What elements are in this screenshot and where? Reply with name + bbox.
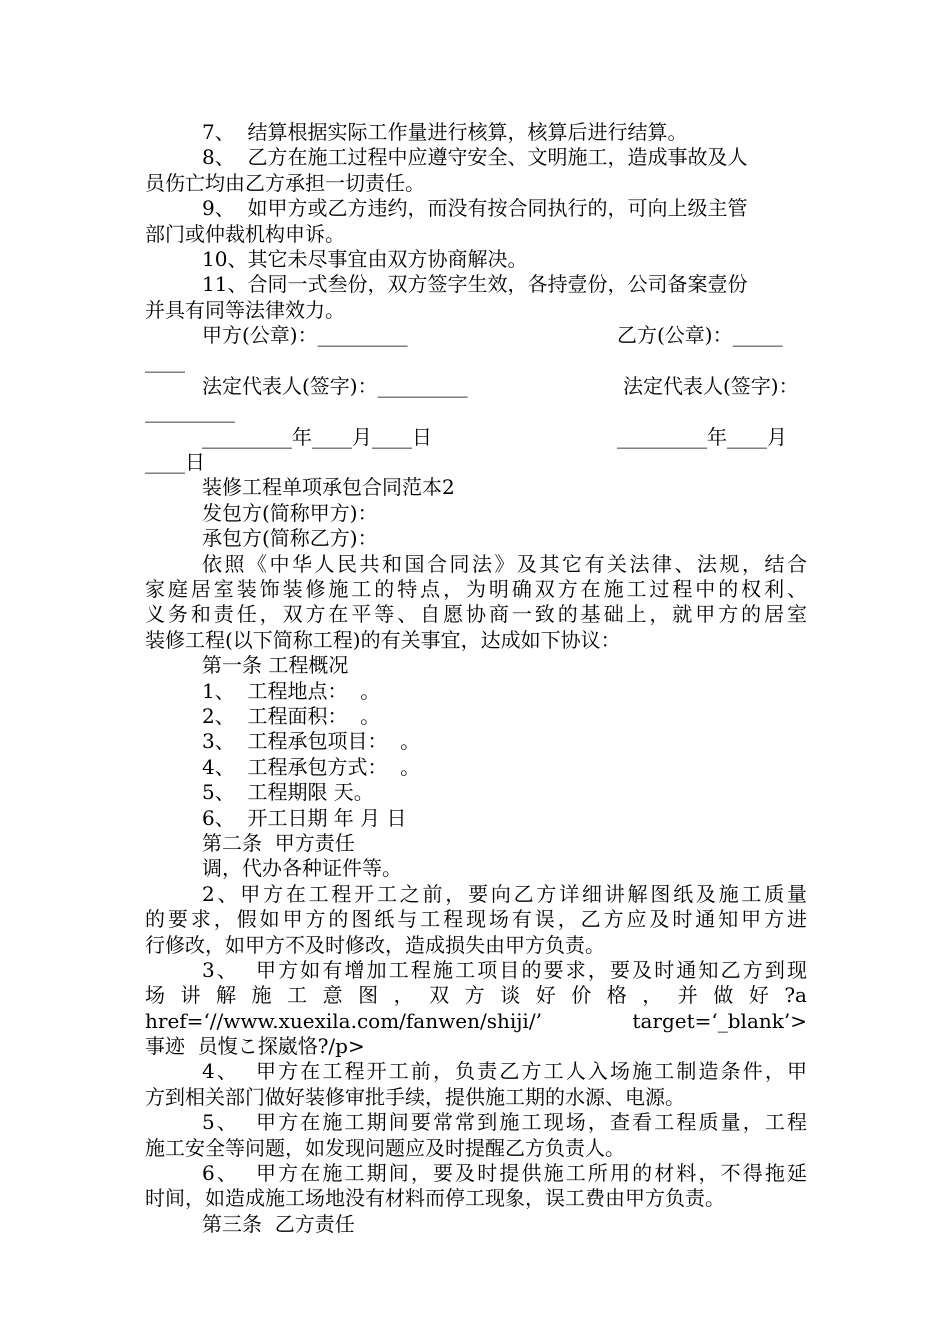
article-2-item-2-line-1: 2、甲方在工程开工之前，要向乙方详细讲解图纸及施工质量 — [202, 881, 807, 906]
article-1-item-3: 3、 工程承包项目： 。 — [202, 729, 421, 754]
article-1-item-6: 6、 开工日期 年 月 日 — [202, 805, 407, 830]
representative-signature-row — [145, 374, 807, 399]
article-2-item-6-line-2: 时间，如造成施工场地没有材料而停工现象，误工费由甲方负责。 — [145, 1186, 725, 1211]
clause-9-line-1: 9、 如甲方或乙方违约，而没有按合同执行的，可向上级主管 — [202, 196, 748, 221]
article-2-item-3-line-4: 事迹 员愎こ探崴恪?/p> — [145, 1034, 365, 1059]
party-b-representative: 法定代表人(签字)： — [623, 373, 799, 398]
article-2-item-4-line-1: 4、 甲方在工程开工前，负责乙方工人入场施工制造条件，甲 — [202, 1059, 807, 1084]
date-wrap: ____日 — [145, 450, 205, 475]
clause-11-line-1: 11、合同一式叁份，双方签字生效，各持壹份，公司备案壹份 — [202, 272, 748, 297]
clause-8-line-2: 员伤亡均由乙方承担一切责任。 — [145, 170, 425, 195]
article-1-item-5: 5、 工程期限 天。 — [202, 780, 374, 805]
article-1-item-2: 2、 工程面积： 。 — [202, 703, 381, 728]
clause-7: 7、 结算根据实际工作量进行核算，核算后进行结算。 — [202, 120, 688, 144]
date-row — [145, 425, 807, 450]
clause-10: 10、其它未尽事宜由双方协商解决。 — [202, 246, 528, 271]
contract-title: 装修工程单项承包合同范本2 — [202, 475, 455, 500]
clause-8-line-1: 8、 乙方在施工过程中应遵守安全、文明施工，造成事故及人 — [202, 145, 748, 170]
article-2-item-3-line-1: 3、 甲方如有增加工程施工项目的要求，要及时通知乙方到现 — [202, 957, 807, 982]
article-2-heading: 第二条 甲方责任 — [202, 830, 355, 855]
party-a-representative: 法定代表人(签字)：_________ — [202, 373, 468, 398]
preamble-line-1: 依照《中华人民共和国合同法》及其它有关法律、法规，结合 — [202, 551, 807, 576]
article-2-item-4-line-2: 方到相关部门做好装修审批手续，提供施工期的水源、电源。 — [145, 1084, 685, 1109]
article-2-item-6-line-1: 6、 甲方在施工期间，要及时提供施工所用的材料，不得拖延 — [202, 1161, 807, 1186]
clause-11-line-2: 并具有同等法律效力。 — [145, 297, 345, 322]
preamble-line-2: 家庭居室装饰装修施工的特点，为明确双方在施工过程中的权利、 — [145, 577, 807, 602]
clause-9-line-2: 部门或仲裁机构申诉。 — [145, 221, 345, 246]
representative-signature-wrap: _________ — [145, 399, 235, 424]
article-1-item-4: 4、 工程承包方式： 。 — [202, 754, 421, 779]
preamble-line-4: 装修工程(以下简称工程)的有关事宜，达成如下协议： — [145, 627, 621, 652]
party-b-date: _________年____月 — [617, 424, 787, 449]
party-b-seal: 乙方(公章)：_____ — [617, 323, 783, 348]
article-2-item-2-line-3: 行修改，如甲方不及时修改，造成损失由甲方负责。 — [145, 932, 605, 957]
seal-signature-row — [145, 323, 807, 348]
party-b-label: 承包方(简称乙方)： — [202, 526, 378, 551]
party-a-date: _________年____月____日 — [202, 424, 432, 449]
document-page — [145, 120, 807, 1237]
article-1-item-1: 1、 工程地点： 。 — [202, 678, 381, 703]
article-2-item-5-line-2: 施工安全等问题，如发现问题应及时提醒乙方负责人。 — [145, 1135, 625, 1160]
party-a-label: 发包方(简称甲方)： — [202, 500, 378, 525]
seal-signature-wrap: ____ — [145, 348, 185, 373]
article-2-item-1-tail: 调，代办各种证件等。 — [202, 856, 402, 881]
article-2-item-5-line-1: 5、 甲方在施工期间要常常到施工现场，查看工程质量，工程 — [202, 1110, 807, 1135]
article-2-item-3-line-3: href=‘//www.xuexila.com/fanwen/shiji/’ target=‘_blank’> — [145, 1008, 807, 1033]
article-2-item-3-line-2: 场 讲 解 施 工 意 图 ， 双 方 谈 好 价 格 ， 并 做 好 ?a — [145, 983, 807, 1008]
preamble-line-3: 义务和责任，双方在平等、自愿协商一致的基础上，就甲方的居室 — [145, 602, 807, 627]
article-1-heading: 第一条 工程概况 — [202, 653, 349, 678]
article-3-heading: 第三条 乙方责任 — [202, 1211, 355, 1236]
article-2-item-2-line-2: 的要求，假如甲方的图纸与工程现场有误，乙方应及时通知甲方进 — [145, 907, 807, 932]
party-a-seal: 甲方(公章)：_________ — [202, 323, 408, 348]
